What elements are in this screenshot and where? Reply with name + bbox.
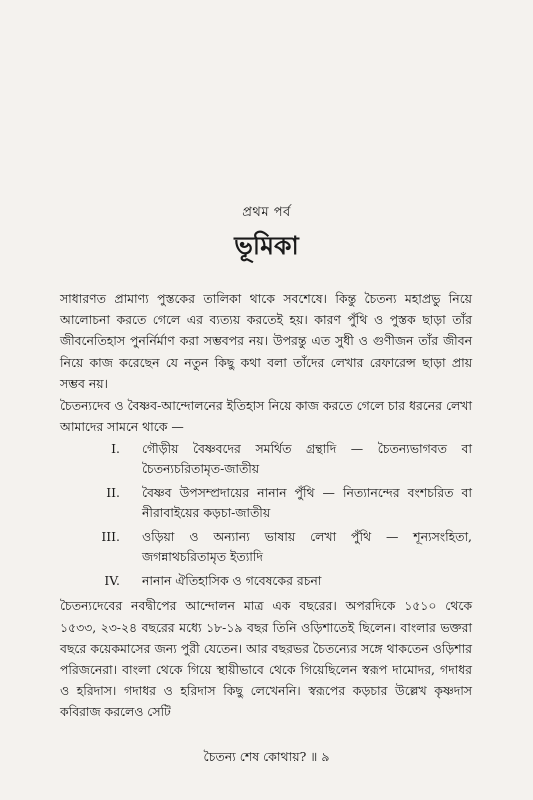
paragraph-2: চৈতন্যদেব ও বৈষ্ণব-আন্দোলনের ইতিহাস নিয়ে কাজ করতে গেলে চার ধরনের লেখা আমাদের সামনে থাকে — (60, 398, 472, 435)
list-number: I. (111, 441, 120, 457)
list-item (60, 571, 472, 591)
list-number: II. (106, 485, 120, 501)
list-text: ওড়িয়া ও অন্যান্য ভাষায় লেখা পুঁথি — শূন্যসংহিতা, জগন্নাথচরিতামৃত ইত্যাদি (142, 529, 472, 565)
paragraph-3: চৈতন্যদেবের নবদ্বীপের আন্দোলন মাত্র এক বছরের। অপরদিকে ১৫১০ থেকে ১৫৩৩, ২৩-২৪ বছরের মধ্যে ১৮-১৯ বছর তিনি ওড়িশাতেই ছিলেন। বাংলার ভক্তরা বছরে কয়েকমাসের জন্য পুরী যেতেন। আর বছরভর চৈতন্যের সঙ্গে থাকতেন ওড়িশার পরিজনেরা। বাংলা থেকে গিয়ে স্থায়ীভাবে থেকে গিয়েছিলেন স্বরূপ দামোদর, গদাধর ও হরিদাস। গদাধর ও হরিদাস কিছু লেখেননি। স্বরূপের কড়চার উল্লেখ কৃষ্ণদাস কবিরাজ করলেও সেটি (60, 598, 472, 720)
list-item (60, 439, 472, 479)
source-list (60, 439, 472, 591)
paragraph-1: সাধারণত প্রামাণ্য পুস্তকের তালিকা থাকে সবশেষে। কিন্তু চৈতন্য মহাপ্রভু নিয়ে আলোচনা করতে গেলে এর ব্যত্যয় করতেই হয়। কারণ পুঁথি ও পুস্তক ছাড়া তাঁর জীবনেতিহাস পুনর্নির্মাণ করা সম্ভবপর নয়। উপরন্তু এত সুধী ও গুণীজন তাঁর জীবন নিয়ে কাজ করেছেন যে নতুন কিছু কথা বলা তাঁদের লেখার রেফারেন্স ছাড়া প্রায় সম্ভব নয়। (60, 291, 472, 391)
part-label: প্রথম পর্ব (242, 205, 291, 220)
list-item (60, 483, 472, 523)
body-text (60, 288, 472, 723)
list-number: IV. (104, 573, 120, 589)
list-number: III. (101, 529, 120, 545)
list-text: বৈষ্ণব উপসম্প্রদায়ের নানান পুঁথি — নিত্যানন্দের বংশচরিত বা নীরাবাইয়ের কড়চা-জাতীয় (142, 485, 472, 521)
page-footer: চৈতন্য শেষ কোথায়? ॥ ৯ (203, 749, 330, 764)
list-text: নানান ঐতিহাসিক ও গবেষকের রচনা (142, 573, 322, 589)
list-item (60, 527, 472, 567)
list-text: গৌড়ীয় বৈষ্ণবদের সমর্থিত গ্রন্থাদি — চৈতন্যভাগবত বা চৈতন্যচরিতামৃত-জাতীয় (142, 441, 472, 477)
chapter-title: ভূমিকা (234, 231, 299, 260)
